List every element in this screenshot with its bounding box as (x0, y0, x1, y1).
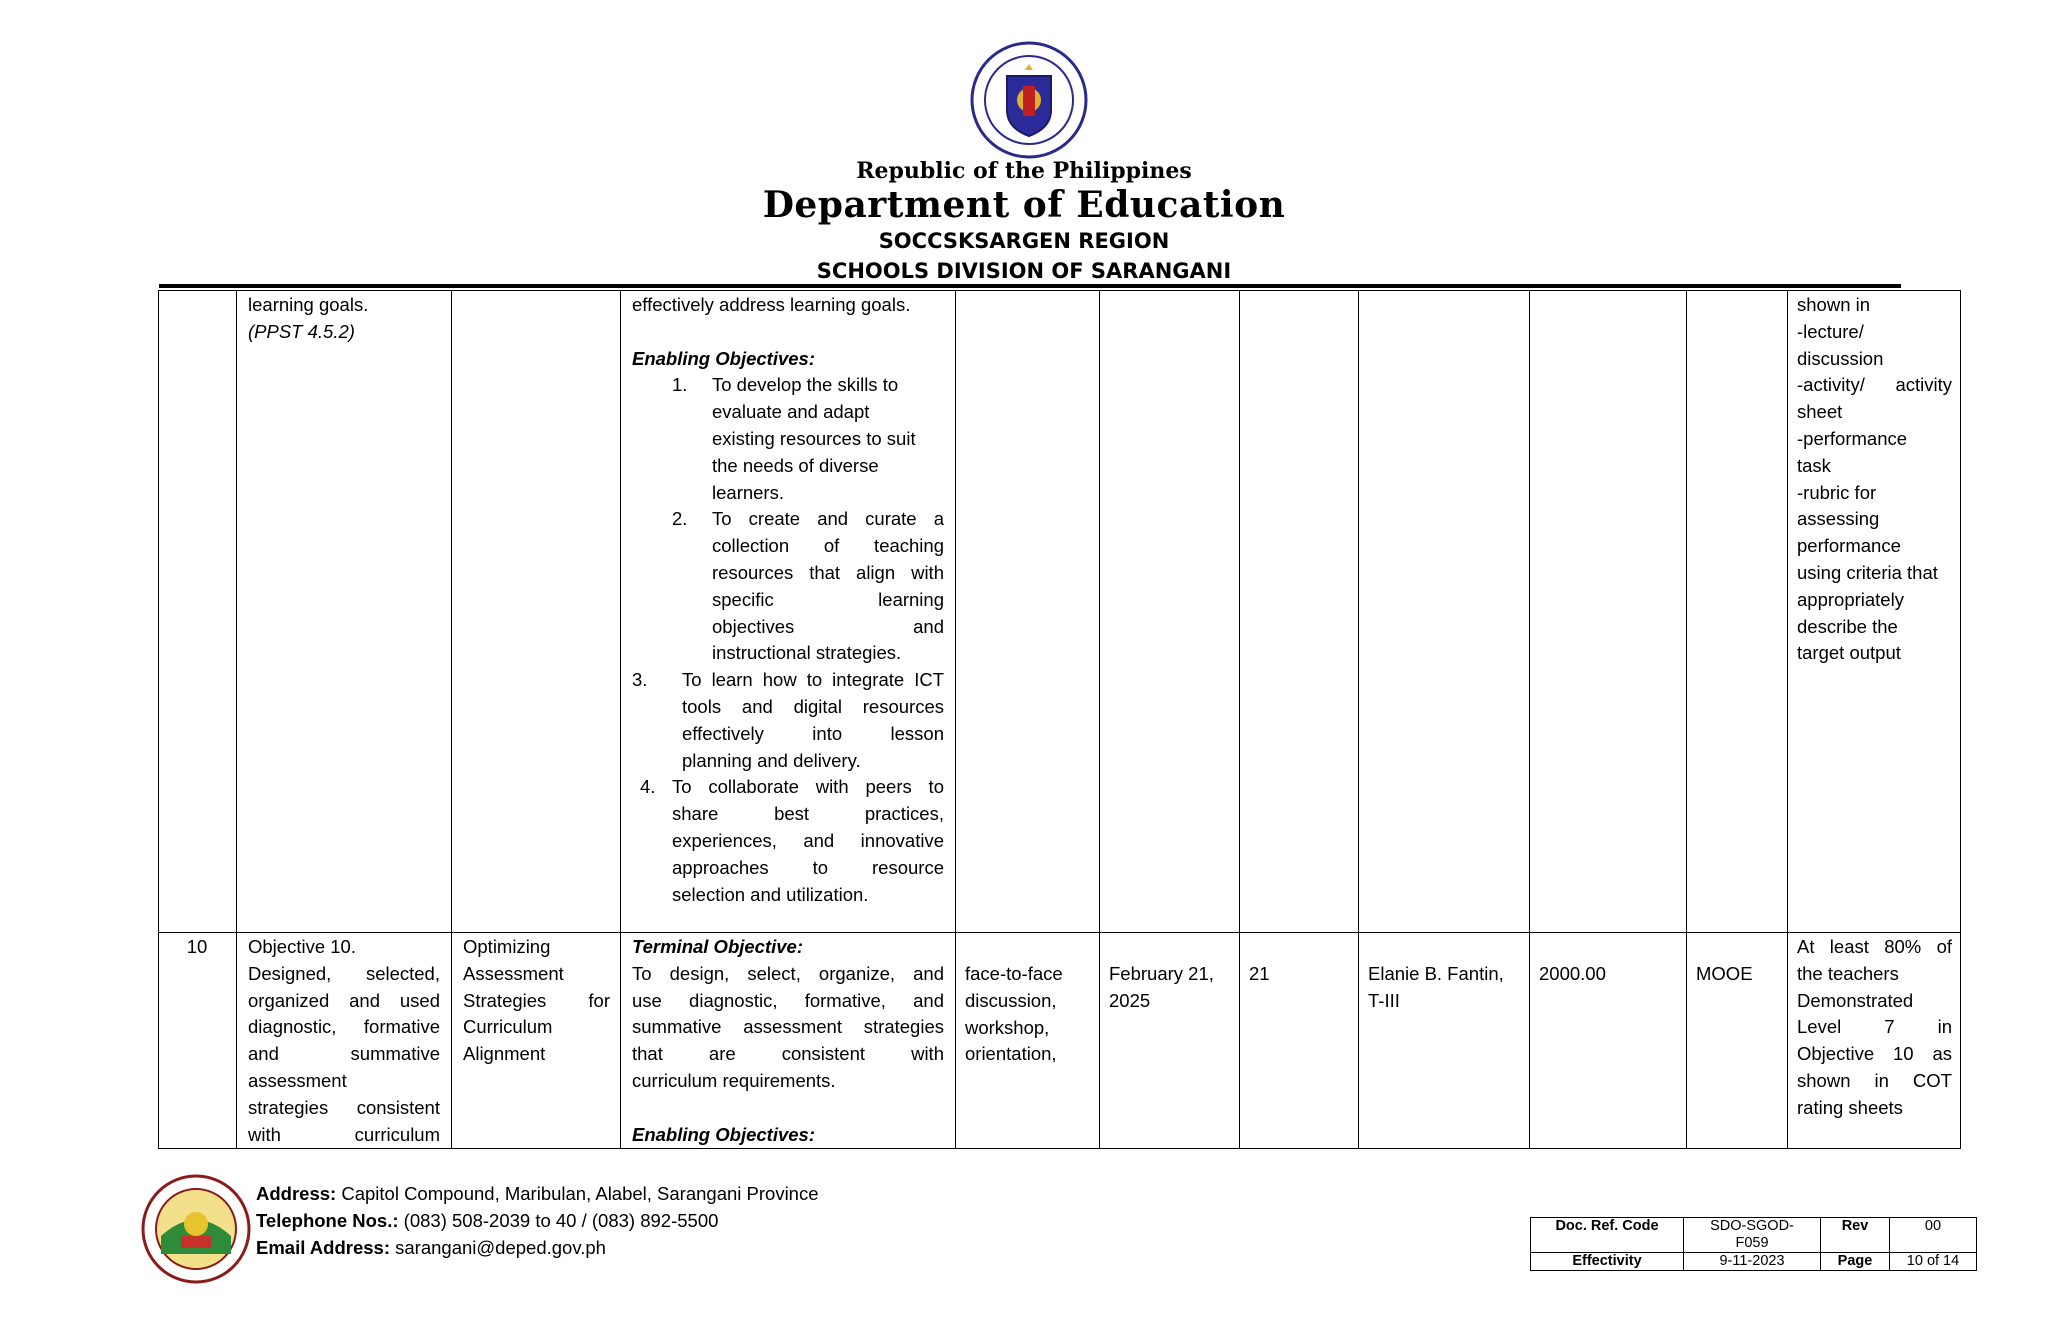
list-item-line: evaluate and adapt (712, 401, 870, 423)
row-number: 10 (186, 936, 208, 957)
ppst-reference: (PPST 4.5.2) (248, 320, 355, 342)
title-line: Optimizing (463, 936, 551, 957)
row2-budget-cell: 2000.00 (1539, 963, 1606, 984)
page-label: Page (1821, 1253, 1890, 1271)
list-item-line: existing resources to suit (712, 427, 916, 449)
doc-ref-line: SDO-SGOD- (1710, 1218, 1794, 1234)
date-line: February 21, (1109, 963, 1214, 984)
header-rule (159, 284, 1901, 288)
evidence-line: the teachers (1797, 962, 1899, 984)
objective-line: Designed, selected, (248, 962, 440, 984)
evidence-line: shown in (1797, 294, 1871, 315)
evidence-line: shown in COT (1797, 1069, 1952, 1091)
list-item-line: To collaborate with peers to (672, 776, 944, 798)
address-value: Capitol Compound, Maribulan, Alabel, Sarangani Province (341, 1183, 819, 1204)
row2-objective-cell (248, 934, 440, 1148)
column-divider (451, 290, 452, 1149)
modality-line: orientation, (965, 1043, 1057, 1065)
evidence-line: describe the (1797, 615, 1898, 637)
evidence-line: Demonstrated (1797, 989, 1914, 1011)
enabling-item-4 (632, 774, 944, 908)
spacer (632, 1095, 944, 1122)
evidence-line: using criteria that (1797, 561, 1938, 583)
row2-evidence-cell (1797, 934, 1952, 1122)
enabling-item-2 (632, 506, 944, 667)
date-line: 2025 (1109, 989, 1151, 1011)
list-number: 2. (672, 508, 688, 530)
row2-participants-cell: 21 (1249, 963, 1270, 984)
objective-line: Objective 10. (248, 936, 356, 957)
telephone-label: Telephone Nos.: (256, 1210, 399, 1231)
division-seal (141, 1174, 251, 1284)
row1-evidence-cell (1797, 292, 1952, 667)
list-item-line: tools and digital resources (682, 695, 944, 717)
republic-heading: Republic of the Philippines (856, 158, 1192, 184)
department-heading: Department of Education (762, 184, 1286, 226)
page-value: 10 of 14 (1890, 1253, 1977, 1271)
effectivity-label: Effectivity (1531, 1253, 1684, 1271)
speaker-line: Elanie B. Fantin, (1368, 963, 1504, 984)
rev-value: 00 (1890, 1218, 1977, 1253)
list-number: 4. (640, 776, 656, 798)
list-item-line: objectives and (712, 615, 944, 637)
training-plan-table (158, 290, 1961, 1149)
column-divider (1686, 290, 1687, 1149)
terminal-line: curriculum requirements. (632, 1069, 836, 1091)
objective-line: with curriculum (248, 1123, 440, 1145)
evidence-line: task (1797, 454, 1831, 476)
evidence-line: -activity/ activity (1797, 374, 1952, 396)
list-item-line: effectively into lesson (682, 722, 944, 744)
evidence-line: Objective 10 as (1797, 1043, 1952, 1065)
list-item-line: resources that align with (712, 561, 944, 583)
list-item-line: experiences, and innovative (672, 829, 944, 851)
list-item-line: the needs of diverse (712, 454, 879, 476)
column-divider (1529, 290, 1530, 1149)
row1-objective-cell (248, 292, 448, 346)
column-divider (158, 290, 159, 1149)
list-number: 3. (632, 669, 648, 691)
rev-label: Rev (1821, 1218, 1890, 1253)
email-line (256, 1237, 606, 1259)
enabling-item-3 (632, 667, 944, 774)
enabling-item-1 (632, 372, 944, 506)
terminal-objective-tail: effectively address learning goals. (632, 294, 911, 315)
speaker-line: T-III (1368, 989, 1400, 1011)
evidence-line: sheet (1797, 401, 1843, 423)
doc-ref-label: Doc. Ref. Code (1531, 1218, 1684, 1253)
address-label: Address: (256, 1183, 337, 1204)
list-item-line: To learn how to integrate ICT (682, 669, 944, 691)
table-border-top (158, 290, 1961, 291)
doc-ref-value (1684, 1218, 1821, 1253)
title-line: Strategies for (463, 989, 610, 1011)
evidence-line: discussion (1797, 347, 1884, 369)
column-divider (1787, 290, 1788, 1149)
list-item-line: collection of teaching (712, 535, 944, 557)
column-divider (1099, 290, 1100, 1149)
list-item-line: To develop the skills to (712, 374, 899, 396)
column-divider (1358, 290, 1359, 1149)
objective-line: assessment (248, 1069, 347, 1091)
enabling-objectives-heading: Enabling Objectives: (632, 1123, 815, 1145)
spacer (632, 319, 944, 346)
list-item-line: learners. (712, 481, 784, 503)
telephone-line (256, 1210, 718, 1232)
objective-line: organized and used (248, 989, 440, 1011)
email-label: Email Address: (256, 1237, 390, 1258)
row2-source-cell: MOOE (1696, 963, 1753, 984)
list-item-line: selection and utilization. (672, 883, 869, 905)
objective-line: and summative (248, 1043, 440, 1065)
title-line: Curriculum (463, 1016, 553, 1038)
evidence-line: rating sheets (1797, 1096, 1903, 1118)
effectivity-value: 9-11-2023 (1684, 1253, 1821, 1271)
enabling-objectives-heading: Enabling Objectives: (632, 347, 815, 369)
doc-ref-line: F059 (1735, 1235, 1769, 1251)
column-divider (1239, 290, 1240, 1149)
evidence-line: target output (1797, 642, 1901, 664)
column-divider (620, 290, 621, 1149)
evidence-line: assessing (1797, 508, 1880, 530)
title-line: Alignment (463, 1043, 546, 1065)
list-item-line: specific learning (712, 588, 944, 610)
column-divider (236, 290, 237, 1149)
terminal-line: that are consistent with (632, 1043, 944, 1065)
modality-line: face-to-face (965, 963, 1063, 984)
row2-objectives-cell (632, 934, 944, 1148)
evidence-line: Level 7 in (1797, 1016, 1952, 1038)
email-value: sarangani@deped.gov.ph (395, 1237, 606, 1258)
objective-text: learning goals. (248, 294, 369, 315)
evidence-line: appropriately (1797, 588, 1904, 610)
row2-date-cell (1109, 961, 1237, 1015)
row1-objectives-cell (632, 292, 944, 908)
terminal-line: use diagnostic, formative, and (632, 989, 944, 1011)
telephone-value: (083) 508-2039 to 40 / (083) 892-5500 (403, 1210, 719, 1231)
address-line (256, 1183, 819, 1205)
objective-line: diagnostic, formative (248, 1016, 440, 1038)
evidence-line: At least 80% of (1797, 936, 1952, 957)
list-item-line: planning and delivery. (682, 749, 861, 771)
evidence-line: -rubric for (1797, 481, 1877, 503)
list-item-line: approaches to resource (672, 856, 944, 878)
evidence-line: -performance (1797, 427, 1908, 449)
row-divider (158, 932, 1961, 933)
deped-logo (969, 40, 1089, 160)
column-divider (955, 290, 956, 1149)
list-item-line: To create and curate a (712, 508, 944, 530)
terminal-line: summative assessment strategies (632, 1016, 944, 1038)
terminal-objective-heading: Terminal Objective: (632, 936, 804, 957)
column-divider (1960, 290, 1961, 1149)
title-line: Assessment (463, 962, 564, 984)
modality-line: workshop, (965, 1016, 1050, 1038)
terminal-line: To design, select, organize, and (632, 962, 944, 984)
list-item-line: instructional strategies. (712, 642, 902, 664)
evidence-line: performance (1797, 535, 1901, 557)
list-item-line: share best practices, (672, 803, 944, 825)
row2-speaker-cell (1368, 961, 1528, 1015)
region-heading: SOCCSKSARGEN REGION (878, 229, 1170, 253)
modality-line: discussion, (965, 989, 1057, 1011)
row2-title-cell (463, 934, 610, 1068)
document-reference-table (1530, 1217, 1977, 1271)
evidence-line: -lecture/ (1797, 320, 1864, 342)
division-heading: SCHOOLS DIVISION OF SARANGANI (816, 259, 1232, 283)
list-number: 1. (672, 374, 688, 396)
row2-modality-cell (965, 961, 1095, 1068)
objective-line: strategies consistent (248, 1096, 440, 1118)
